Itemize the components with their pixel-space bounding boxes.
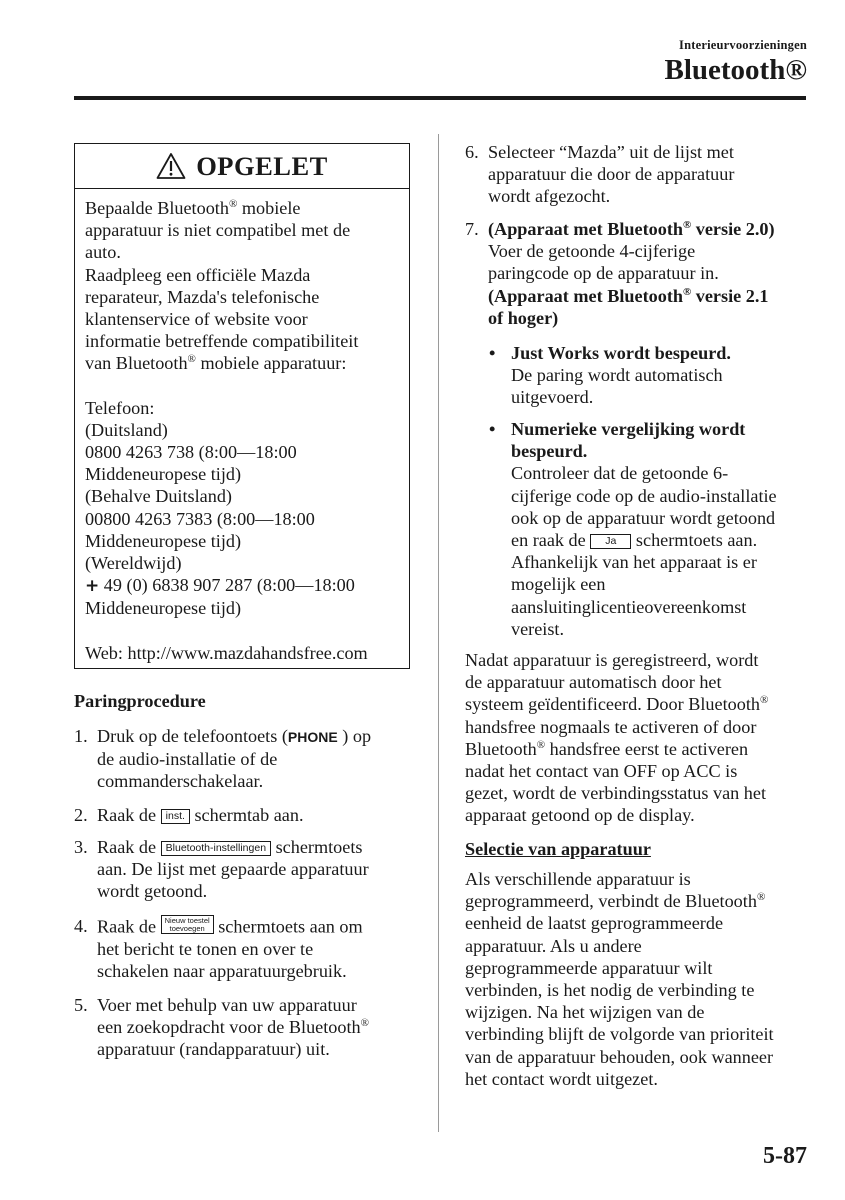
para-text: handsfree eerst te activeren bbox=[545, 738, 749, 759]
para-line: eenheid de laatst geprogrammeerde bbox=[465, 913, 724, 934]
bullet-line: cijferige code op de audio-installatie bbox=[511, 485, 777, 506]
plus-icon: + bbox=[85, 576, 100, 597]
phone-key: PHONE bbox=[287, 729, 338, 745]
selection-title: Selectie van apparatuur bbox=[465, 839, 651, 859]
caution-body bbox=[75, 189, 409, 664]
bullet-line: De paring wordt automatisch bbox=[511, 365, 723, 386]
para-line: gezet, wordt de verbindingsstatus van het bbox=[465, 783, 767, 804]
para-line: Als verschillende apparatuur is bbox=[465, 869, 691, 889]
bullet-title: Just Works wordt bespeurd. bbox=[511, 343, 731, 363]
bullet-title: bespeurd. bbox=[511, 441, 588, 462]
para-line: van de apparatuur behouden, ook wanneer bbox=[465, 1046, 774, 1067]
caution-line: informatie betreffende compatibiliteit bbox=[85, 331, 359, 352]
step-text bbox=[97, 994, 414, 1061]
registered-mark: ® bbox=[756, 891, 766, 904]
para-text: Bluetooth bbox=[465, 738, 537, 759]
step-text-part: schermtab aan. bbox=[189, 805, 304, 825]
step-line: wordt getoond. bbox=[97, 881, 208, 902]
caution-line: apparatuur is niet compatibel met de bbox=[85, 220, 351, 241]
step-line: Selecteer “Mazda” uit de lijst met bbox=[488, 142, 734, 162]
ja-button[interactable]: Ja bbox=[590, 534, 631, 549]
step-text bbox=[488, 218, 810, 329]
para-line: Nadat apparatuur is geregistreerd, wordt bbox=[465, 650, 759, 670]
para-line: de apparatuur automatisch door het bbox=[465, 672, 722, 693]
caution-line bbox=[85, 197, 399, 219]
step-number: 2. bbox=[74, 805, 88, 825]
bullet-text-part: schermtoets aan. bbox=[631, 530, 758, 551]
step-text-part: ) op bbox=[337, 726, 372, 746]
section-header: Interieurvoorzieningen bbox=[679, 38, 807, 52]
bullet-line: vereist. bbox=[511, 618, 565, 639]
caution-box bbox=[74, 143, 410, 669]
caution-line bbox=[85, 352, 399, 374]
caution-web: Web: http://www.mazdahandsfree.com bbox=[85, 642, 368, 663]
para-line: handsfree nogmaals te activeren of door bbox=[465, 716, 757, 737]
step-text-part: schermtoets aan om bbox=[213, 916, 363, 937]
step-number: 1. bbox=[74, 726, 88, 746]
step-text bbox=[488, 141, 810, 208]
caution-line: (Behalve Duitsland) bbox=[85, 486, 232, 507]
step-2 bbox=[74, 804, 414, 826]
para-line: wijzigen. Na het wijzigen van de bbox=[465, 1002, 705, 1023]
step-text-part: een zoekopdracht voor de Bluetooth bbox=[97, 1017, 361, 1038]
bullet-line: mogelijk een bbox=[511, 574, 606, 595]
caution-header bbox=[75, 144, 409, 189]
step-number: 6. bbox=[465, 142, 479, 162]
para-line: apparaat getoond op de display. bbox=[465, 805, 695, 826]
bullet-line: Controleer dat de getoonde 6- bbox=[511, 463, 729, 484]
pairing-title: Paringprocedure bbox=[74, 691, 206, 711]
registered-mark: ® bbox=[228, 198, 238, 210]
caution-line: Middeneuropese tijd) bbox=[85, 464, 242, 485]
bullet-just-works bbox=[489, 342, 809, 409]
para-text: systeem geïdentificeerd. Door Bluetooth bbox=[465, 694, 760, 715]
bullet-line: aansluitinglicentieovereenkomst bbox=[511, 596, 747, 617]
step-text-part: Raak de bbox=[97, 805, 161, 825]
registered-mark: ® bbox=[187, 353, 196, 366]
bullet-line: Afhankelijk van het apparaat is er bbox=[511, 552, 757, 573]
caution-text: mobiele apparatuur: bbox=[195, 353, 347, 374]
step-text-part: (Apparaat met Bluetooth bbox=[488, 219, 683, 239]
step-line: wordt afgezocht. bbox=[488, 186, 611, 207]
column-divider bbox=[438, 134, 439, 1132]
step-4 bbox=[74, 915, 414, 982]
step-text-part: versie 2.0) bbox=[691, 219, 775, 239]
caution-line: auto. bbox=[85, 242, 121, 263]
step-number: 3. bbox=[74, 837, 88, 857]
warning-triangle-icon bbox=[156, 152, 186, 180]
bullet-dot: • bbox=[489, 343, 496, 363]
bullet-text bbox=[511, 418, 809, 640]
caution-line: reparateur, Mazda's telefonische bbox=[85, 286, 320, 307]
step-line: apparatuur die door de apparatuur bbox=[488, 164, 735, 185]
step-7 bbox=[465, 218, 810, 329]
step-line: Voer met behulp van uw apparatuur bbox=[97, 995, 357, 1015]
button-label: toevoegen bbox=[169, 923, 205, 933]
step-line: commanderschakelaar. bbox=[97, 771, 264, 792]
after-registration-paragraph bbox=[465, 649, 810, 827]
bullet-numeric-comparison bbox=[489, 418, 809, 640]
bullet-dot: • bbox=[489, 419, 496, 439]
step-number: 7. bbox=[465, 219, 479, 239]
step-text-part: Raak de bbox=[97, 916, 161, 937]
caution-text: 49 (0) 6838 907 287 (8:00—18:00 bbox=[99, 575, 355, 596]
step-line: de audio-installatie of de bbox=[97, 749, 278, 770]
step-text-part: (Apparaat met Bluetooth bbox=[488, 285, 683, 306]
step-line: apparatuur (randapparatuur) uit. bbox=[97, 1039, 330, 1060]
step-line: schakelen naar apparatuurgebruik. bbox=[97, 960, 347, 981]
bluetooth-settings-button[interactable]: Bluetooth-instellingen bbox=[161, 841, 271, 856]
step-6 bbox=[465, 141, 810, 208]
caution-line: (Wereldwijd) bbox=[85, 553, 182, 574]
caution-line: klantenservice of website voor bbox=[85, 309, 308, 330]
caution-line: (Duitsland) bbox=[85, 419, 168, 440]
page-title: Bluetooth® bbox=[664, 54, 807, 86]
caution-title: OPGELET bbox=[196, 150, 328, 181]
step-5 bbox=[74, 994, 414, 1061]
para-line: verbinden, is het nodig de verbinding te bbox=[465, 980, 755, 1001]
caution-line: Middeneuropese tijd) bbox=[85, 598, 242, 619]
bullet-text bbox=[511, 342, 809, 409]
step-text bbox=[97, 836, 414, 903]
registered-mark: ® bbox=[683, 219, 692, 231]
step-text bbox=[97, 725, 414, 793]
header-rule bbox=[74, 96, 806, 100]
step-number: 4. bbox=[74, 916, 88, 936]
add-new-device-button[interactable] bbox=[161, 915, 214, 934]
registered-mark: ® bbox=[759, 694, 769, 707]
step-text-part: versie 2.1 bbox=[691, 285, 769, 306]
step-line: aan. De lijst met gepaarde apparatuur bbox=[97, 859, 369, 880]
step-3 bbox=[74, 836, 414, 903]
caution-text: van Bluetooth bbox=[85, 353, 188, 374]
caution-line: Middeneuropese tijd) bbox=[85, 530, 242, 551]
step-line: of hoger) bbox=[488, 307, 559, 328]
para-line: nadat het contact van OFF op ACC is bbox=[465, 761, 738, 782]
button-label: Nieuw toestel bbox=[164, 916, 210, 925]
step-line: Voer de getoonde 4-cijferige bbox=[488, 241, 696, 262]
bullet-title: Numerieke vergelijking wordt bbox=[511, 419, 746, 439]
caution-line: 0800 4263 738 (8:00—18:00 bbox=[85, 442, 297, 463]
para-line: het contact wordt uitgezet. bbox=[465, 1068, 658, 1089]
step-1 bbox=[74, 725, 414, 793]
bullet-text-part: en raak de bbox=[511, 530, 591, 551]
step-text-part: Druk op de telefoontoets ( bbox=[97, 726, 288, 746]
step-number: 5. bbox=[74, 995, 88, 1015]
registered-mark: ® bbox=[360, 1017, 369, 1030]
para-line: apparatuur. Als u andere bbox=[465, 935, 642, 956]
step-text bbox=[97, 804, 414, 826]
selection-paragraph bbox=[465, 868, 810, 1090]
step-line: paringcode op de apparatuur in. bbox=[488, 263, 719, 284]
step-text bbox=[97, 915, 414, 982]
caution-text: Bepaalde Bluetooth bbox=[85, 198, 229, 218]
step-line: het bericht te tonen en over te bbox=[97, 938, 314, 959]
registered-mark: ® bbox=[536, 738, 546, 751]
para-text: geprogrammeerd, verbindt de Bluetooth bbox=[465, 891, 757, 912]
bullet-line: ook op de apparatuur wordt getoond bbox=[511, 507, 776, 528]
caution-line: Raadpleeg een officiële Mazda bbox=[85, 264, 311, 285]
para-line: geprogrammeerde apparatuur wilt bbox=[465, 957, 713, 978]
para-line: verbinding blijft de volgorde van prioriteit bbox=[465, 1024, 774, 1045]
caution-line: 00800 4263 7383 (8:00—18:00 bbox=[85, 508, 315, 529]
step-text-part: Raak de bbox=[97, 837, 161, 857]
caution-text: mobiele bbox=[237, 198, 301, 218]
caution-line bbox=[85, 574, 399, 597]
registered-mark: ® bbox=[683, 285, 692, 298]
page-number: 5-87 bbox=[763, 1143, 807, 1169]
inst-tab-button[interactable]: inst. bbox=[161, 809, 190, 824]
step-text-part: schermtoets bbox=[271, 837, 363, 857]
bullet-line: uitgevoerd. bbox=[511, 387, 594, 408]
caution-line: Telefoon: bbox=[85, 397, 155, 418]
